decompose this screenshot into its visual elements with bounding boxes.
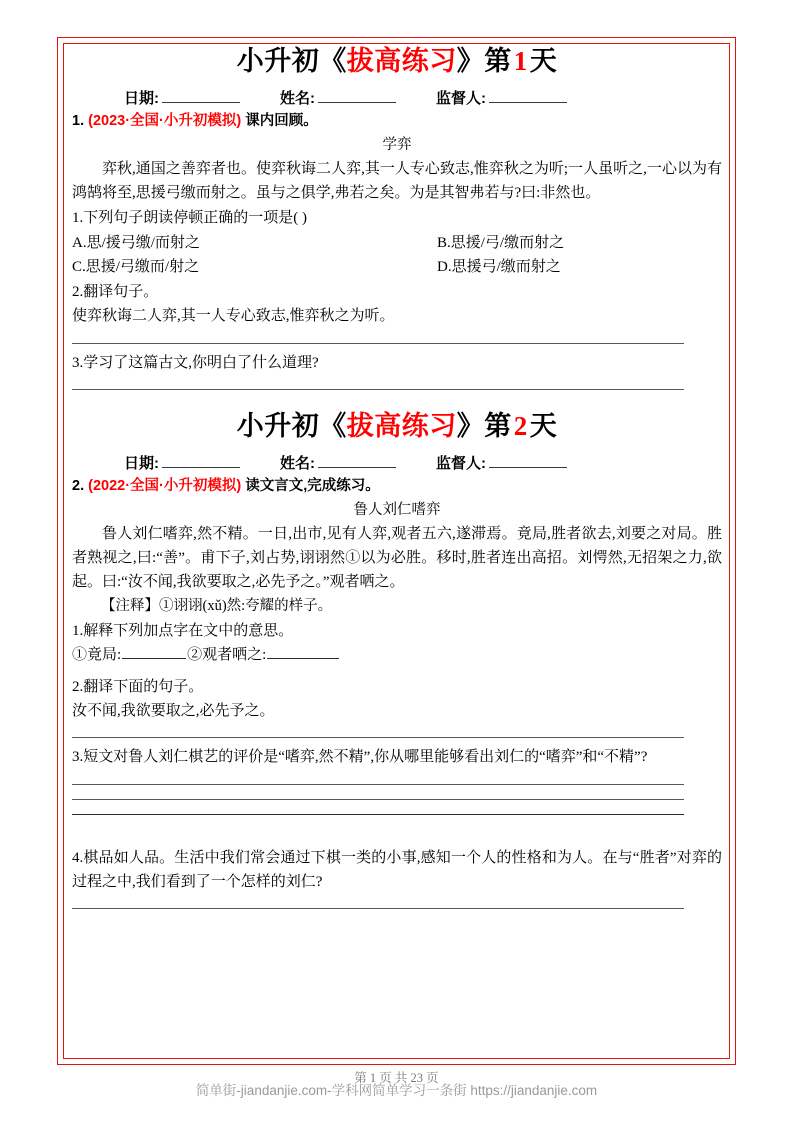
field-supervisor: [436, 452, 567, 473]
info-row-day2: [72, 452, 722, 473]
site-watermark: 简单街-jiandanjie.com-学科网简单学习一条街 https://jiandanjie.com: [195, 1083, 598, 1098]
question-text: 翻译下面的句子。: [83, 678, 204, 695]
question-number: 3.: [72, 354, 84, 371]
field-name: [280, 87, 396, 108]
passage-body-xueyi: 弈秋,通国之善弈者也。使弈秋诲二人弈,其一人专心致志,惟弈秋之为听;一人虽听之,一心以为有鸿鹄将至,思援弓缴而射之。虽与之俱学,弗若之矣。为是其智弗若与?曰:非然也。: [72, 160, 722, 201]
question-2-1: [72, 619, 722, 643]
question-1-2-sentence: 使弈秋诲二人弈,其一人专心致志,惟弈秋之为听。: [72, 308, 395, 325]
title-middle: 》第: [456, 411, 512, 442]
supervisor-input-blank[interactable]: [489, 454, 567, 468]
title-day-number: 1: [513, 46, 528, 76]
question-number: 3.: [72, 749, 84, 766]
title-highlight: 拔高练习: [346, 46, 457, 76]
field-name: [280, 452, 396, 473]
title-middle: 》第: [456, 46, 512, 76]
field-date: [124, 87, 240, 108]
question-text: 解释下列加点字在文中的意思。: [83, 623, 294, 640]
answer-line[interactable]: [72, 908, 684, 909]
title-day-number: 2: [513, 411, 528, 442]
supervisor-label: 监督人:: [436, 454, 486, 472]
section-title-day2: [72, 410, 722, 444]
question-2-3: [72, 745, 722, 769]
question-1-3: [72, 351, 722, 375]
blank-input-1[interactable]: [122, 646, 186, 659]
title-prefix: 小升初《: [236, 46, 347, 76]
date-label: 日期:: [124, 89, 159, 107]
name-input-blank[interactable]: [318, 454, 396, 468]
prompt-number: 1.: [72, 112, 85, 129]
passage-title-xueyi: 学弈: [382, 136, 412, 153]
date-input-blank[interactable]: [162, 89, 240, 103]
answer-line[interactable]: [72, 799, 684, 800]
name-label: 姓名:: [280, 89, 315, 107]
worksheet-section-day1: [72, 45, 722, 390]
option-d[interactable]: D.思援弓/缴而射之: [437, 258, 561, 275]
question-number: 2.: [72, 284, 84, 301]
question-number: 1.: [72, 210, 84, 227]
blank-label-2: ②观者哂之:: [187, 647, 267, 664]
name-label: 姓名:: [280, 454, 315, 472]
option-row-ab: [72, 231, 722, 255]
question-2-2-sentence: 汝不闻,我欲要取之,必先予之。: [72, 703, 275, 720]
question-2-4: [72, 846, 722, 895]
question-text: 下列句子朗读停顿正确的一项是( ): [83, 210, 307, 227]
title-prefix: 小升初《: [236, 411, 347, 442]
supervisor-label: 监督人:: [436, 89, 486, 107]
question-text: 翻译句子。: [83, 284, 159, 301]
blank-input-2[interactable]: [267, 646, 339, 659]
prompt-instruction: 读文言文,完成练习。: [245, 477, 380, 494]
question-1-1: [72, 206, 722, 230]
date-input-blank[interactable]: [162, 454, 240, 468]
option-group-1-1: [72, 231, 722, 280]
supervisor-input-blank[interactable]: [489, 89, 567, 103]
question-number: 4.: [72, 849, 84, 866]
info-row-day1: [72, 87, 722, 108]
prompt-line-1: [72, 111, 722, 133]
option-c[interactable]: C.思援/弓缴而/射之: [72, 258, 200, 275]
title-suffix: 天: [529, 46, 558, 76]
question-2-2: [72, 675, 722, 699]
prompt-source-tag: (2023·全国·小升初模拟): [88, 112, 242, 129]
passage-body-liuren: 鲁人刘仁嗜弈,然不精。一日,出市,见有人弈,观者五六,遂滞焉。竟局,胜者欲去,刘要之对局。胜者熟视之,曰:“善”。甫下子,刘占势,诩诩然①以为必胜。移时,胜者连出高招。刘愕然,无招架之力,欲起。曰:“汝不闻,我欲要取之,必先予之。”观者哂之。: [72, 525, 722, 591]
date-label: 日期:: [124, 454, 159, 472]
question-2-1-blanks: [72, 643, 722, 667]
question-text: 学习了这篇古文,你明白了什么道理?: [83, 354, 319, 371]
section-title-day1: [72, 45, 722, 79]
passage-note-liuren: 【注释】①诩诩(xǔ)然:夸耀的样子。: [101, 597, 333, 614]
passage-title-liuren: 鲁人刘仁嗜弈: [353, 501, 441, 518]
answer-line[interactable]: [72, 784, 684, 785]
prompt-line-2: [72, 476, 722, 498]
name-input-blank[interactable]: [318, 89, 396, 103]
question-number: 1.: [72, 623, 84, 640]
question-text: 棋品如人品。生活中我们常会通过下棋一类的小事,感知一个人的性格和为人。在与“胜者”对弈的过程之中,我们看到了一个怎样的刘仁?: [72, 849, 722, 890]
prompt-instruction: 课内回顾。: [245, 112, 318, 129]
question-number: 2.: [72, 678, 84, 695]
question-text: 短文对鲁人刘仁棋艺的评价是“嗜弈,然不精”,你从哪里能够看出刘仁的“嗜弈”和“不精”?: [83, 749, 648, 766]
title-suffix: 天: [529, 411, 558, 442]
prompt-source-tag: (2022·全国·小升初模拟): [88, 477, 242, 494]
option-a[interactable]: A.思/援弓缴/而射之: [72, 234, 200, 251]
page-number-footer: 第 1 页 共 23 页: [354, 1071, 439, 1085]
field-date: [124, 452, 240, 473]
title-highlight: 拔高练习: [346, 411, 457, 442]
blank-label-1: ①竟局:: [72, 647, 122, 664]
option-row-cd: [72, 255, 722, 279]
field-supervisor: [436, 87, 567, 108]
worksheet-content: [72, 45, 722, 909]
prompt-number: 2.: [72, 477, 85, 494]
worksheet-section-day2: [72, 410, 722, 909]
option-b[interactable]: B.思援/弓/缴而射之: [437, 234, 565, 251]
question-1-2: [72, 280, 722, 304]
